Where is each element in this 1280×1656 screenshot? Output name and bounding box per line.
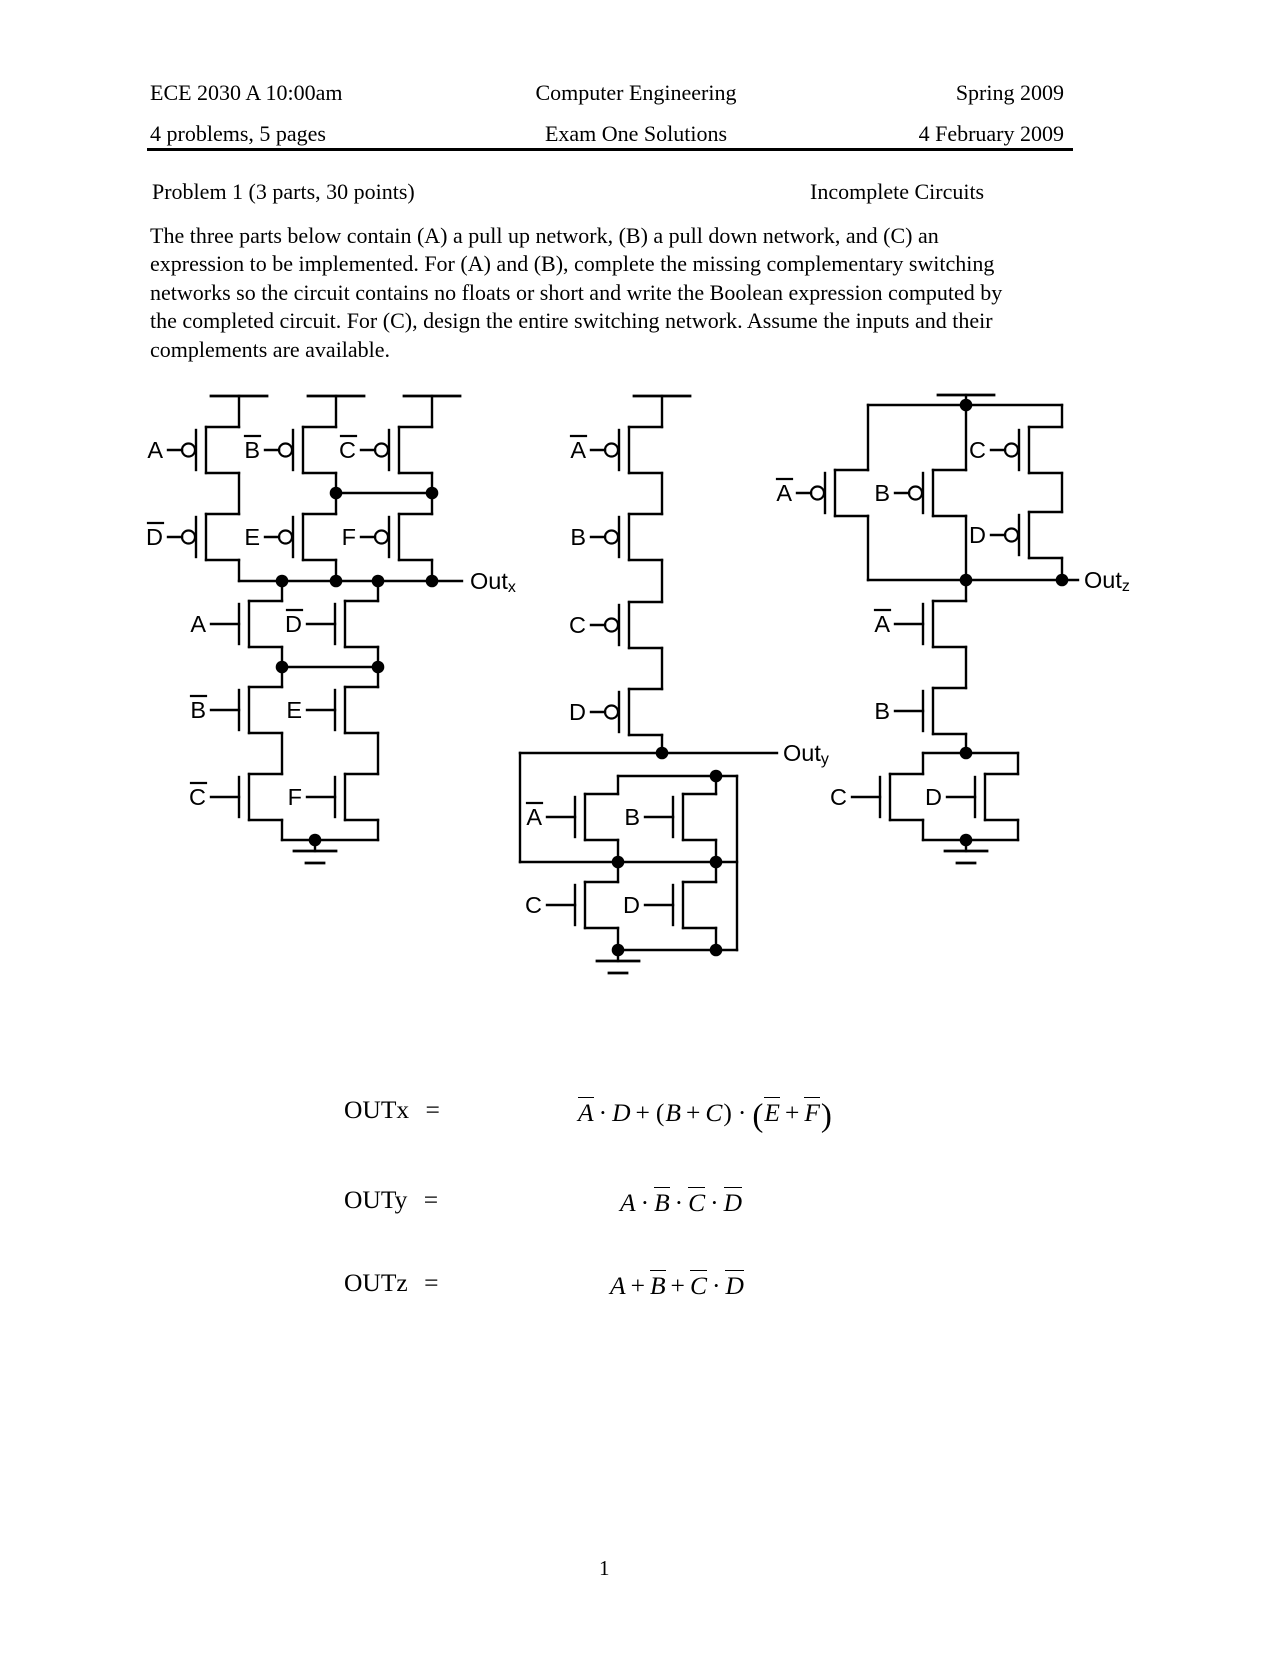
formula-token: · — [598, 1098, 608, 1127]
problem-title: Problem 1 (3 parts, 30 points) — [152, 179, 415, 204]
junction-dot — [710, 944, 723, 957]
transistor-y-nmos-c — [525, 882, 618, 928]
inversion-bubble-icon — [605, 706, 618, 719]
transistor-z-pmos-b — [874, 470, 966, 516]
junction-dot — [612, 856, 625, 869]
answer-label-outz: OUTz = — [344, 1268, 439, 1297]
input-label-b-bar: B — [190, 697, 206, 723]
junction-dot — [276, 575, 289, 588]
transistor-x-pmos-e — [244, 514, 336, 560]
formula-token: ( — [752, 1098, 764, 1134]
body-line: expression to be implemented. For (A) and (B), complete the missing complementary switching — [150, 251, 995, 277]
transistor-z-pmos-c — [969, 427, 1062, 473]
formula-token: A — [578, 1098, 594, 1127]
department-title: Computer Engineering — [535, 80, 737, 105]
junction-dot — [960, 399, 973, 412]
input-label-d-bar: D — [146, 524, 163, 550]
output-label-outy: Outy — [783, 740, 829, 768]
transistor-x-nmos-a — [190, 601, 282, 647]
junction-dot — [960, 747, 973, 760]
input-label-c-bar: C — [189, 784, 206, 810]
input-label-f: F — [287, 784, 302, 810]
input-label-b: B — [874, 480, 890, 506]
transistor-x-nmos-d-bar — [285, 601, 378, 647]
input-label-c: C — [969, 437, 986, 463]
formula-token: · — [710, 1188, 719, 1217]
page-number: 1 — [599, 1556, 610, 1580]
formula-token: D — [725, 1271, 744, 1300]
transistor-x-pmos-d-bar — [146, 514, 239, 560]
junction-dot — [710, 856, 723, 869]
transistor-y-pmos-a-bar — [570, 427, 662, 473]
input-label-a-bar: A — [526, 804, 542, 830]
formula-token: F — [804, 1098, 820, 1127]
inversion-bubble-icon — [375, 444, 388, 457]
transistor-z-nmos-d — [925, 774, 1018, 820]
input-label-d-bar: D — [285, 611, 302, 637]
input-label-d: D — [969, 522, 986, 548]
inversion-bubble-icon — [279, 531, 292, 544]
formula-token: + — [630, 1271, 645, 1300]
junction-dot — [426, 575, 439, 588]
answer-label-outy: OUTy = — [344, 1185, 439, 1214]
transistor-y-pmos-b — [570, 514, 662, 560]
output-label-outx: Outx — [470, 568, 516, 596]
formula-token: · — [640, 1188, 650, 1217]
formula-token: C — [689, 1271, 707, 1300]
junction-dot — [710, 770, 723, 783]
output-label-outz: Outz — [1084, 567, 1130, 595]
junction-dot — [330, 487, 343, 500]
input-label-d: D — [925, 784, 942, 810]
input-label-b: B — [624, 804, 640, 830]
input-label-b-bar: B — [244, 437, 260, 463]
answer-formula-outz — [610, 1270, 744, 1299]
formula-token: ) — [723, 1098, 732, 1127]
circuit-z — [776, 395, 1130, 863]
input-label-e: E — [286, 697, 302, 723]
input-label-d: D — [623, 892, 640, 918]
formula-token: + — [685, 1098, 701, 1127]
input-label-a-bar: A — [776, 480, 792, 506]
junction-dot — [656, 747, 669, 760]
inversion-bubble-icon — [909, 487, 922, 500]
junction-dot — [960, 574, 973, 587]
input-label-a: A — [147, 437, 163, 463]
vdd-symbol — [211, 396, 267, 427]
transistor-z-nmos-c — [830, 774, 923, 820]
transistor-x-nmos-c-bar — [189, 774, 282, 820]
input-label-c: C — [569, 612, 586, 638]
input-label-f: F — [341, 524, 356, 550]
input-label-a-bar: A — [570, 437, 586, 463]
transistor-y-pmos-d — [569, 689, 662, 735]
inversion-bubble-icon — [1005, 529, 1018, 542]
formula-token: B — [649, 1271, 666, 1300]
junction-dot — [612, 944, 625, 957]
transistor-y-nmos-b — [624, 794, 716, 840]
junction-dot — [372, 575, 385, 588]
formula-token: E — [764, 1098, 780, 1127]
input-label-b: B — [874, 698, 890, 724]
transistor-y-nmos-d — [623, 882, 716, 928]
formula-token: A — [610, 1271, 626, 1300]
exam-meta: 4 problems, 5 pages — [150, 121, 326, 146]
formula-token: C — [705, 1098, 723, 1127]
formula-token: + — [670, 1271, 685, 1300]
junction-dot — [309, 834, 322, 847]
input-label-c-bar: C — [339, 437, 356, 463]
term-label: Spring 2009 — [955, 80, 1064, 105]
inversion-bubble-icon — [605, 619, 618, 632]
formula-token: + — [635, 1098, 650, 1127]
transistor-x-pmos-f — [342, 514, 432, 560]
formula-token: D — [612, 1098, 631, 1127]
inversion-bubble-icon — [375, 531, 388, 544]
transistor-z-pmos-a-bar — [776, 470, 868, 516]
input-label-d: D — [569, 699, 586, 725]
transistor-x-nmos-b-bar — [190, 687, 282, 733]
junction-dot — [330, 575, 343, 588]
input-label-c: C — [525, 892, 542, 918]
input-label-a: A — [190, 611, 206, 637]
transistor-x-pmos-c-bar — [339, 427, 432, 473]
junction-dot — [276, 661, 289, 674]
formula-token: B — [654, 1188, 670, 1217]
vdd-symbol — [634, 396, 690, 427]
answer-formula-outx — [578, 1097, 833, 1133]
transistor-x-nmos-e — [286, 687, 378, 733]
body-line: the completed circuit. For (C), design the entire switching network. Assume the inputs and their — [150, 308, 993, 334]
vdd-symbol — [404, 396, 460, 427]
inversion-bubble-icon — [1005, 444, 1018, 457]
transistor-x-pmos-a — [147, 427, 239, 473]
transistor-x-nmos-f — [288, 774, 378, 820]
formula-token: · — [674, 1188, 684, 1217]
junction-dot — [372, 661, 385, 674]
formula-token: + — [784, 1098, 800, 1127]
answer-label-outx: OUTx = — [344, 1095, 440, 1124]
formula-token: · — [711, 1271, 721, 1300]
formula-token: ) — [820, 1098, 832, 1134]
answer-formula-outy — [620, 1187, 742, 1216]
formula-token: A — [620, 1188, 636, 1217]
vdd-symbol — [308, 396, 364, 427]
formula-token: D — [723, 1188, 743, 1217]
body-line: complements are available. — [150, 336, 391, 362]
input-label-b: B — [570, 524, 586, 550]
input-label-e: E — [244, 524, 260, 550]
problem-topic: Incomplete Circuits — [810, 179, 985, 204]
course-code: ECE 2030 A 10:00am — [150, 80, 343, 105]
body-line: networks so the circuit contains no floats or short and write the Boolean expression computed by — [150, 279, 1003, 305]
transistor-y-nmos-a-bar — [526, 794, 618, 840]
input-label-a-bar: A — [874, 611, 890, 637]
wires — [520, 473, 777, 950]
formula-token: ( — [655, 1098, 665, 1127]
inversion-bubble-icon — [279, 444, 292, 457]
junction-dot — [426, 487, 439, 500]
formula-token: · — [737, 1098, 747, 1127]
transistor-z-pmos-d — [969, 512, 1062, 558]
formula-token: B — [665, 1098, 681, 1127]
inversion-bubble-icon — [182, 531, 195, 544]
circuit-x — [146, 396, 516, 863]
junction-dot — [1056, 574, 1069, 587]
exam-title: Exam One Solutions — [544, 121, 728, 146]
body-line: The three parts below contain (A) a pull up network, (B) a pull down network, and (C) an — [150, 223, 939, 248]
formula-token: C — [688, 1188, 706, 1217]
transistor-z-nmos-a-bar — [874, 601, 966, 647]
junction-dot — [960, 834, 973, 847]
transistor-x-pmos-b-bar — [244, 427, 336, 473]
inversion-bubble-icon — [605, 531, 618, 544]
inversion-bubble-icon — [811, 487, 824, 500]
inversion-bubble-icon — [605, 444, 618, 457]
transistor-z-nmos-b — [874, 688, 966, 734]
exam-date: 4 February 2009 — [918, 121, 1064, 146]
input-label-c: C — [830, 784, 847, 810]
transistor-y-pmos-c — [569, 602, 662, 648]
inversion-bubble-icon — [182, 444, 195, 457]
